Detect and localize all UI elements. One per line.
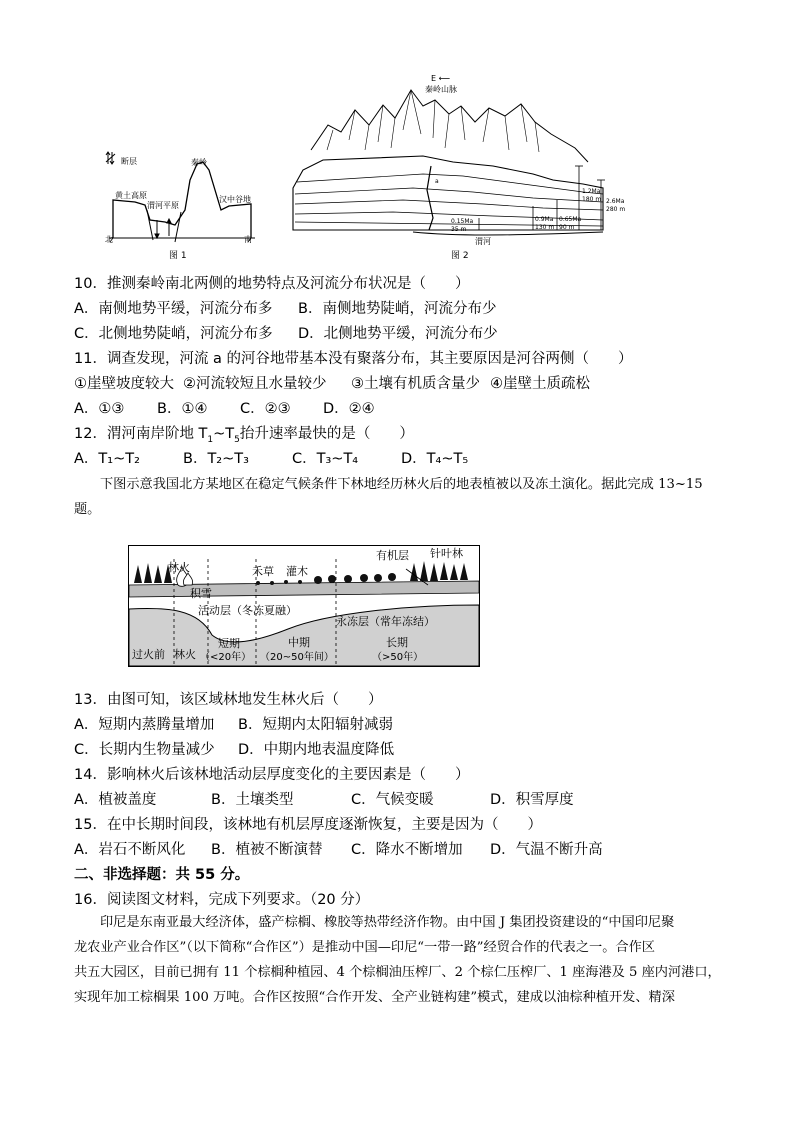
fig2-age-2: 2.6Ma xyxy=(606,198,625,205)
q14-option-d[interactable]: D．积雪厚度 xyxy=(490,792,574,808)
q11-option-b[interactable]: B．①④ xyxy=(157,401,208,417)
fig1-caption: 图 1 xyxy=(169,251,187,261)
q14-option-a[interactable]: A．植被盖度 xyxy=(74,792,157,808)
fig2-direction: E ⟵ xyxy=(431,74,451,83)
fig3-organic-label: 有机层 xyxy=(376,549,409,562)
fig3-fire-bottom-label: 林火 xyxy=(174,648,196,661)
fig3-permafrost-label: 永冻层（常年冻结） xyxy=(336,615,435,628)
q11-option-a[interactable]: A．①③ xyxy=(74,401,125,417)
fig2-age-2-height: 280 m xyxy=(606,206,626,213)
fig2-age-5-height: 35 m xyxy=(451,226,467,233)
q11-choice-4: ④崖壁土质疏松 xyxy=(490,376,590,392)
fig2-age-3: 0.9Ma xyxy=(535,216,554,223)
q14-option-b[interactable]: B．土壤类型 xyxy=(211,792,294,808)
figure-2 xyxy=(283,70,633,260)
fig2-caption: 图 2 xyxy=(451,251,469,261)
q11-option-d[interactable]: D．②④ xyxy=(323,401,375,417)
q12-stem-sub2: 5 xyxy=(234,434,240,445)
fig3-fire-label: 林火 xyxy=(168,561,190,574)
fig2-age-1-height: 180 m xyxy=(582,196,602,203)
q16-line-2: 龙农业产业合作区”（以下简称“合作区”）是推动中国—印尼“一带一路”经贸合作的代表之一。合作区 xyxy=(74,940,655,955)
fig1-qinling-label: 秦岭 xyxy=(191,158,207,167)
fig2-age-4-height: 90 m xyxy=(559,224,575,231)
fig3-active-layer-label: 活动层（冬冻夏融） xyxy=(198,604,297,617)
q12-option-b[interactable]: B．T₂~T₃ xyxy=(183,451,249,467)
fig1-fault-label: 断层 xyxy=(121,157,137,166)
q12-stem xyxy=(74,422,414,445)
q11-stem: 11．调查发现，河流 a 的河谷地带基本没有聚落分布，其主要原因是河谷两侧（ ） xyxy=(74,351,633,367)
q14-stem: 14．影响林火后该林地活动层厚度变化的主要因素是（ ） xyxy=(74,767,470,783)
q10-stem: 10．推测秦岭南北两侧的地势特点及河流分布状况是（ ） xyxy=(74,276,470,292)
q16-line-1: 印尼是东南亚最大经济体，盛产棕榈、橡胶等热带经济作物。由中国 J 集团投资建设的“中国印尼聚 xyxy=(100,915,675,930)
fig2-river-label: 渭河 xyxy=(475,237,491,246)
fig3-long-term-label: 长期 xyxy=(386,636,408,649)
q10-option-b[interactable]: B．南侧地势陡峭，河流分布少 xyxy=(298,301,497,317)
fig3-short-term-label: 短期 xyxy=(218,637,240,650)
fig3-snow-label: 积雪 xyxy=(190,587,212,600)
q11-choice-2: ②河流较短且水量较少 xyxy=(183,376,327,392)
q10-option-a[interactable]: A．南侧地势平缓，河流分布多 xyxy=(74,301,273,317)
q16-line-4: 实现年加工棕榈果 100 万吨。合作区按照“合作开发、全产业链构建”模式，建成以油棕种植开发、精深 xyxy=(74,990,675,1005)
q15-option-c[interactable]: C．降水不断增加 xyxy=(351,842,463,858)
q10-option-c[interactable]: C．北侧地势陡峭，河流分布多 xyxy=(74,326,273,342)
q11-choice-1: ①崖壁坡度较大 xyxy=(74,376,174,392)
intro-13-15: 下图示意我国北方某地区在稳定气候条件下林地经历林火后的地表植被以及冻土演化。据此完成 13~15 题。 xyxy=(74,477,703,517)
fig2-age-4: 0.65Ma xyxy=(559,216,582,223)
q13-option-d[interactable]: D．中期内地表温度降低 xyxy=(238,742,395,758)
q13-stem: 13．由图可知，该区域林地发生林火后（ ） xyxy=(74,692,383,708)
fig3-long-term-sub: （>50年） xyxy=(372,652,424,663)
q14-option-c[interactable]: C．气候变暖 xyxy=(351,792,434,808)
fig3-grass-label: 禾草 xyxy=(252,565,274,578)
fig3-conifer-label: 针叶林 xyxy=(430,547,463,560)
fig2-age-5: 0.15Ma xyxy=(451,218,474,225)
q15-option-b[interactable]: B．植被不断演替 xyxy=(211,842,323,858)
q12-option-c[interactable]: C．T₃~T₄ xyxy=(292,451,359,467)
q12-stem-post: 抬升速率最快的是（ ） xyxy=(239,426,414,442)
fig3-short-term-sub: （<20年） xyxy=(200,652,252,663)
fig1-hanzhong-label: 汉中谷地 xyxy=(219,195,251,204)
q15-option-d[interactable]: D．气温不断升高 xyxy=(490,842,603,858)
q11-choice-3: ③土壤有机质含量少 xyxy=(351,376,480,392)
q12-option-d[interactable]: D．T₄~T₅ xyxy=(401,451,469,467)
q12-stem-sub1: 1 xyxy=(207,434,214,445)
q12-option-a[interactable]: A．T₁~T₂ xyxy=(74,451,140,467)
q15-option-a[interactable]: A．岩石不断风化 xyxy=(74,842,186,858)
fig1-weihe-plain-label: 渭河平原 xyxy=(147,201,179,210)
q13-option-b[interactable]: B．短期内太阳辐射减弱 xyxy=(238,717,393,733)
q16-stem: 16．阅读图文材料，完成下列要求。（20 分） xyxy=(74,892,370,908)
q16-material xyxy=(74,910,724,1010)
fig1-south-label: 南 xyxy=(244,235,252,244)
q12-stem-mid: ~T xyxy=(213,426,235,442)
fig2-mountain-label: 秦岭山脉 xyxy=(425,85,457,94)
fig3-shrub-label: 灌木 xyxy=(286,565,308,578)
fig3-mid-term-label: 中期 xyxy=(288,636,310,649)
fig2-age-3-height: 130 m xyxy=(535,224,555,231)
q11-option-c[interactable]: C．②③ xyxy=(240,401,291,417)
q15-stem: 15．在中长期时间段，该林地有机层厚度逐渐恢复，主要是因为（ ） xyxy=(74,817,542,833)
figure-1 xyxy=(105,150,265,260)
q13-option-c[interactable]: C．长期内生物量减少 xyxy=(74,742,215,758)
q12-stem-pre: 12．渭河南岸阶地 T xyxy=(74,426,208,442)
q13-option-a[interactable]: A．短期内蒸腾量增加 xyxy=(74,717,215,733)
fig2-label-a: a xyxy=(435,178,439,185)
q16-line-3: 共五大园区，目前已拥有 11 个棕榈种植园、4 个棕榈油压榨厂、2 个棕仁压榨厂、1 座海港及 5 座内河港口， xyxy=(74,965,721,980)
fig1-loess-label: 黄土高原 xyxy=(115,191,147,200)
section-2-heading: 二、非选择题：共 55 分。 xyxy=(74,867,250,883)
q10-option-d[interactable]: D．北侧地势平缓，河流分布少 xyxy=(298,326,498,342)
fault-legend-icon xyxy=(106,152,115,164)
figure-3 xyxy=(128,545,480,667)
fig2-age-1: 1.2Ma xyxy=(582,188,601,195)
fig3-mid-term-sub: （20~50年间） xyxy=(260,652,334,663)
fig3-before-label: 过火前 xyxy=(132,648,165,661)
fig1-north-label: 北 xyxy=(105,235,113,244)
